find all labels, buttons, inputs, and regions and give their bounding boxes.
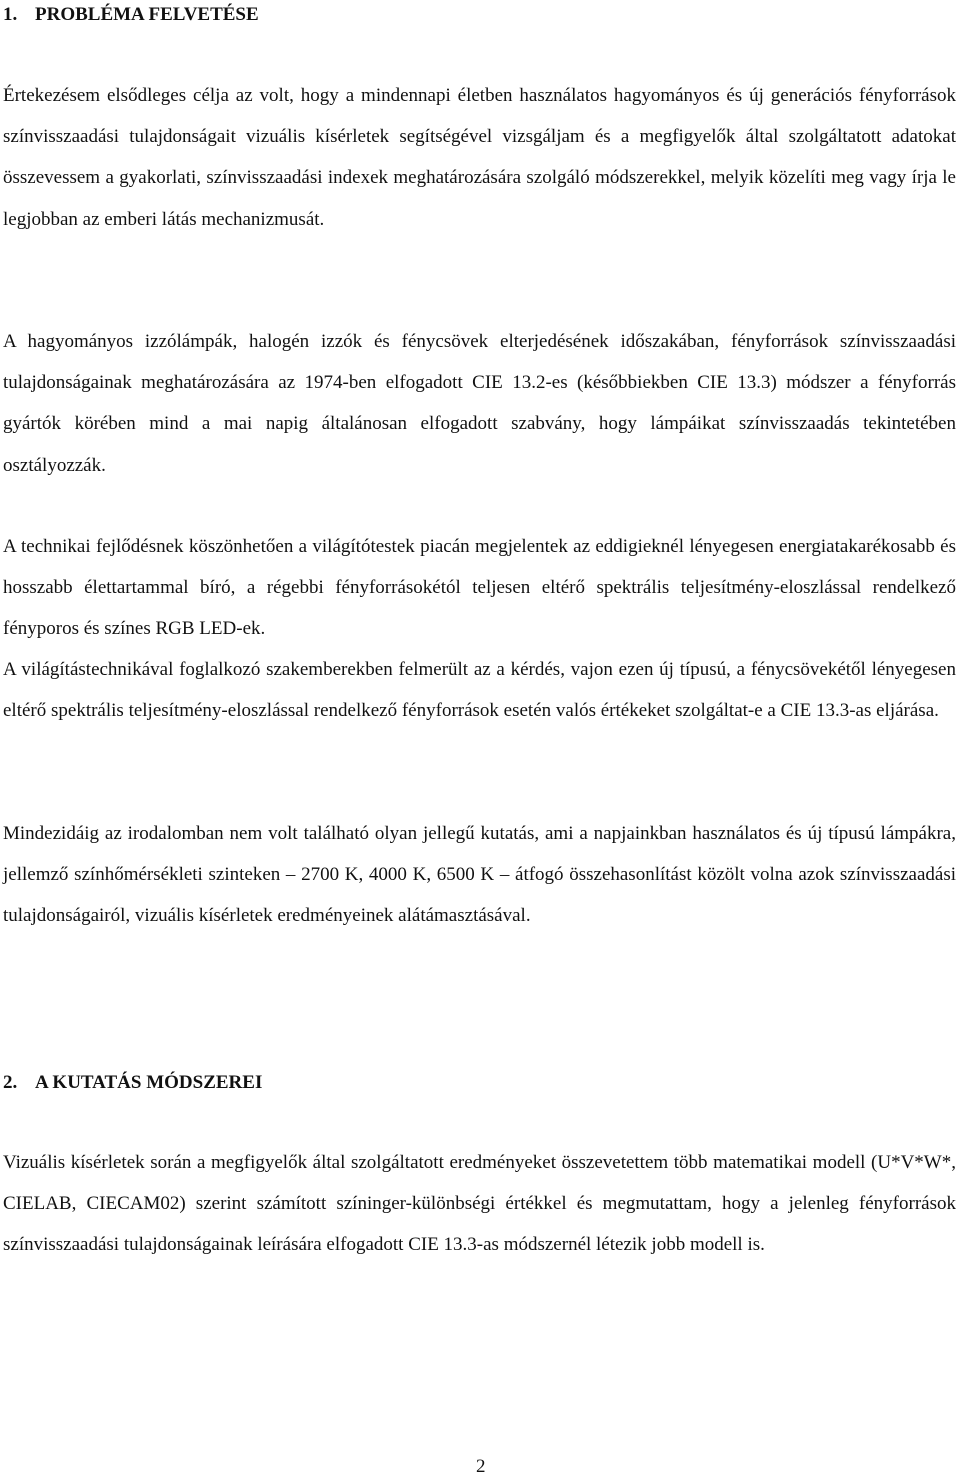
section-2-heading [3, 1070, 262, 1096]
section-1-paragraph-2: A hagyományos izzólámpák, halogén izzók és fénycsövek elterjedésének időszakában, fényforrások színvisszaadási tulajdonságainak meghatározására az 1974-ben elfogadott CIE 13.2-es (későbbiekben CIE 13.3) módszer a fényforrás gyártók körében mind a mai napig általánosan elfogadott szabvány, hogy lámpáikat színvisszaadás tekintetében osztályozzák. [3, 331, 956, 476]
section-1-paragraph-5: Mindezidáig az irodalomban nem volt található olyan jellegű kutatás, ami a napjainkban használatos és új típusú lámpákra, jellemző színhőmérsékleti szinteken – 2700 K, 4000 K, 6500 K – átfogó összehasonlítást közölt volna azok színvisszaadási tulajdonságairól, vizuális kísérletek eredményeinek alátámasztásával. [3, 823, 956, 927]
section-2-paragraph-1: Vizuális kísérletek során a megfigyelők által szolgáltatott eredményeket összevetettem több matematikai modell (U*V*W*, CIELAB, CIECAM02) szerint számított színinger-különbségi értékkel és megmutattam, hogy a jelenleg fényforrások színvisszaadási tulajdonságainak leírására elfogadott CIE 13.3-as módszernél létezik jobb modell is. [3, 1152, 956, 1256]
section-1-heading [3, 2, 259, 28]
section-1-title: PROBLÉMA FELVETÉSE [35, 4, 259, 25]
section-2-number: 2. [3, 1072, 18, 1093]
section-1-paragraph-1: Értekezésem elsődleges célja az volt, hogy a mindennapi életben használatos hagyományos és új generációs fényforrások színvisszaadási tulajdonságait vizuális kísérletek segítségével vizsgáljam és a megfigyelők által szolgáltatott adatokat összevessem a gyakorlati, színvisszaadási indexek meghatározására szolgáló módszerekkel, melyik közelíti meg vagy írja le legjobban az emberi látás mechanizmusát. [3, 85, 956, 230]
section-1-paragraph-4: A világítástechnikával foglalkozó szakemberekben felmerült az a kérdés, vajon ezen új típusú, a fénycsövekétől lényegesen eltérő spektrális teljesítmény-eloszlással rendelkező fényforrások esetén valós értékeket szolgáltat-e a CIE 13.3-as eljárása. [3, 659, 956, 722]
section-2-title: A KUTATÁS MÓDSZEREI [35, 1072, 263, 1093]
page-number: 2 [476, 1456, 486, 1477]
section-1-paragraph-3: A technikai fejlődésnek köszönhetően a világítótestek piacán megjelentek az eddigieknél lényegesen energiatakarékosabb és hosszabb élettartammal bíró, a régebbi fényforrásokétól teljesen eltérő spektrális teljesítmény-eloszlással rendelkező fényporos és színes RGB LED-ek. [3, 536, 956, 640]
section-1-number: 1. [3, 4, 18, 25]
